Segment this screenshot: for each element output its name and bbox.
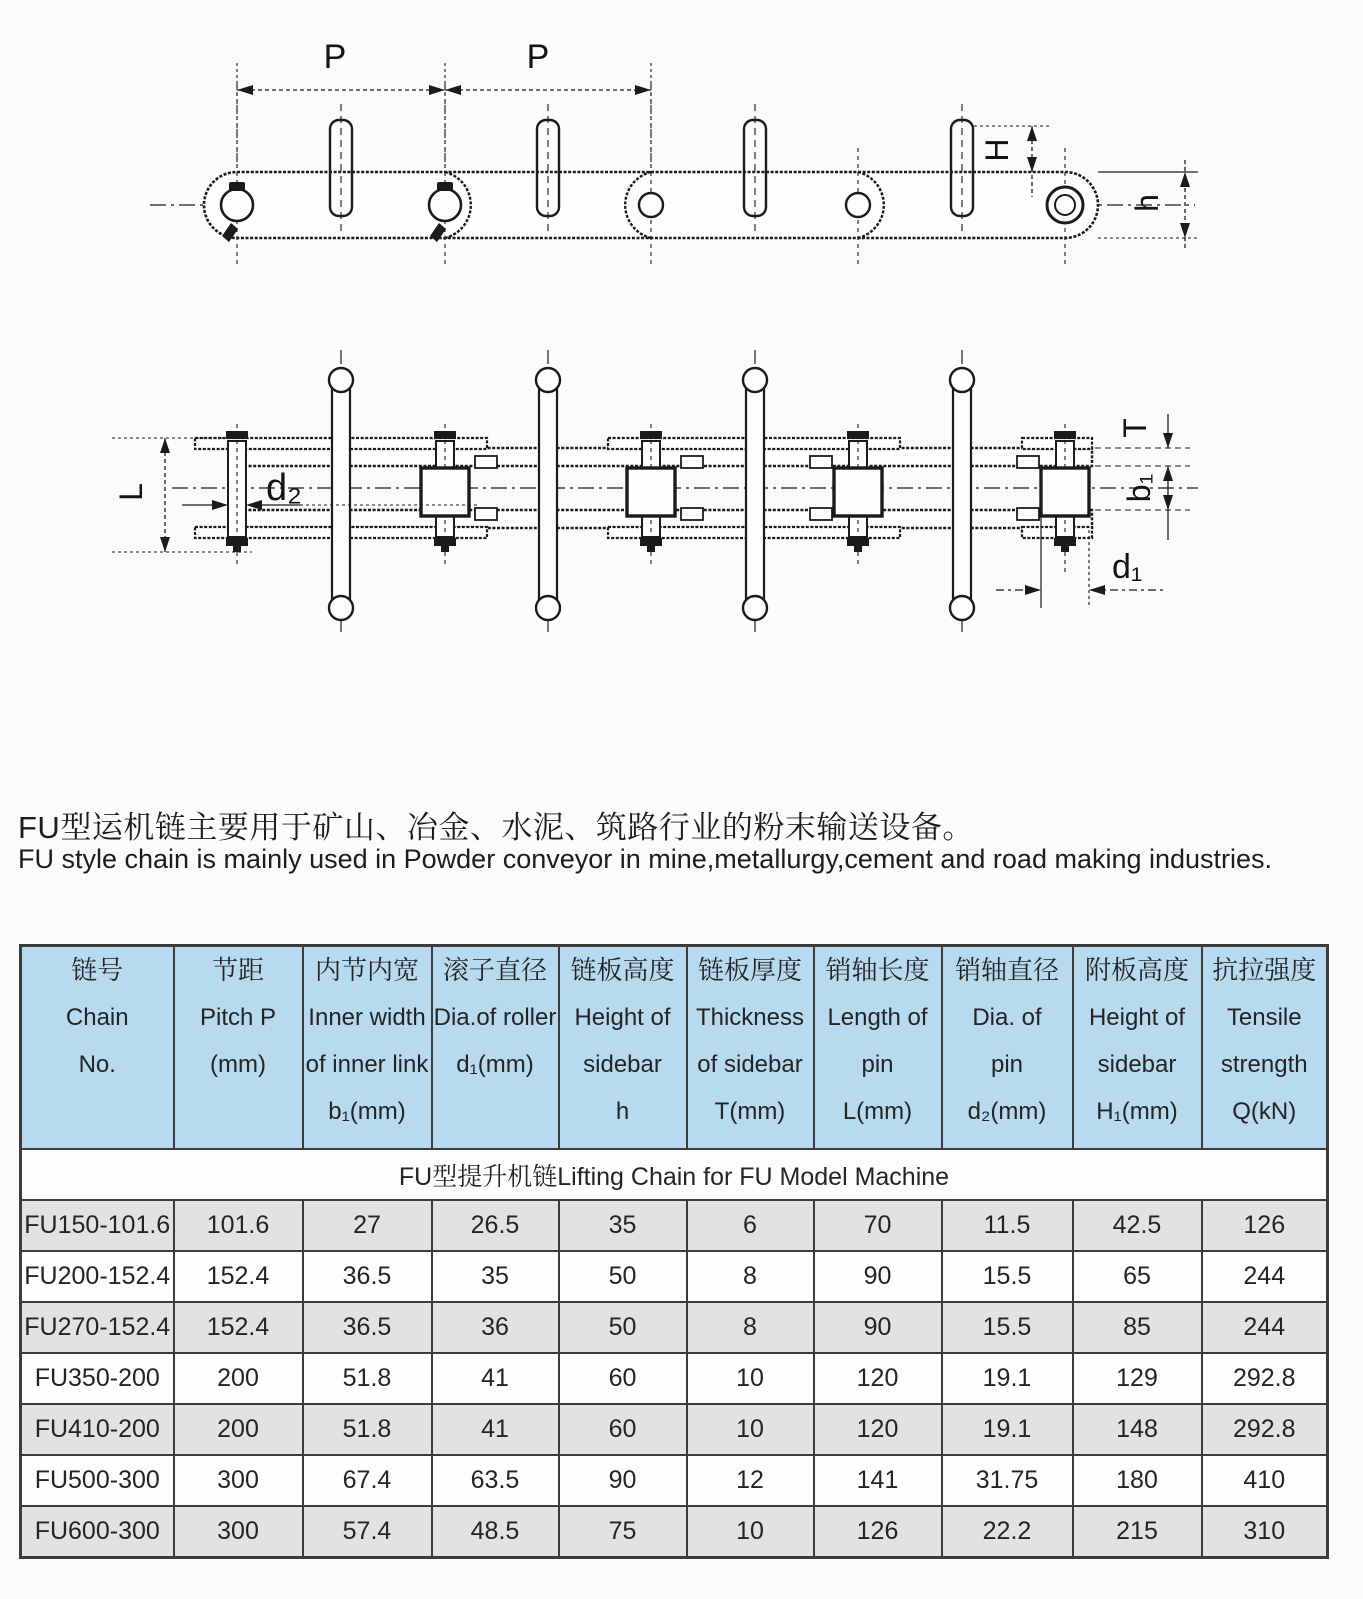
value-cell: 152.4 — [174, 1302, 303, 1353]
value-cell: 15.5 — [942, 1251, 1073, 1302]
value-cell: 300 — [174, 1506, 303, 1558]
table-row-FU150-101.6 — [21, 1200, 1328, 1251]
chain-no-cell: FU270-152.4 — [21, 1302, 174, 1353]
column-header-line: Tensile — [1226, 1004, 1302, 1031]
column-header-2 — [303, 946, 432, 1150]
value-cell: 50 — [559, 1302, 687, 1353]
value-cell: 19.1 — [942, 1404, 1073, 1455]
value-cell: 90 — [814, 1302, 942, 1353]
dim-label-d2: d₂ — [266, 467, 302, 509]
chain-no-cell: FU500-300 — [21, 1455, 174, 1506]
chain-no-cell: FU410-200 — [21, 1404, 174, 1455]
table-row-FU410-200 — [21, 1404, 1328, 1455]
column-header-line: d₁(mm) — [456, 1051, 534, 1078]
value-cell: 12 — [687, 1455, 814, 1506]
column-header-line: 链板高度 — [570, 955, 675, 985]
value-cell: 51.8 — [303, 1404, 432, 1455]
value-cell: 10 — [687, 1404, 814, 1455]
column-header-6 — [814, 946, 942, 1150]
value-cell: 22.2 — [942, 1506, 1073, 1558]
column-header-line: (mm) — [210, 1051, 266, 1078]
value-cell: 42.5 — [1073, 1200, 1202, 1251]
value-cell: 244 — [1202, 1302, 1328, 1353]
table-row-FU600-300 — [21, 1506, 1328, 1558]
value-cell: 90 — [559, 1455, 687, 1506]
dimension-T-b1 — [1095, 414, 1190, 540]
column-header-line: No. — [78, 1051, 116, 1078]
value-cell: 152.4 — [174, 1251, 303, 1302]
value-cell: 35 — [559, 1200, 687, 1251]
column-header-line: 内节内宽 — [314, 955, 419, 985]
value-cell: 300 — [174, 1455, 303, 1506]
column-header-0 — [21, 946, 174, 1150]
column-header-line: pin — [861, 1051, 894, 1078]
value-cell: 75 — [559, 1506, 687, 1558]
column-header-line: T(mm) — [714, 1098, 786, 1125]
chain-no-cell: FU200-152.4 — [21, 1251, 174, 1302]
value-cell: 36 — [432, 1302, 559, 1353]
value-cell: 310 — [1202, 1506, 1328, 1558]
column-header-1 — [174, 946, 303, 1150]
value-cell: 101.6 — [174, 1200, 303, 1251]
value-cell: 8 — [687, 1302, 814, 1353]
table-row-FU350-200 — [21, 1353, 1328, 1404]
column-header-line: Q(kN) — [1232, 1098, 1297, 1125]
value-cell: 10 — [687, 1353, 814, 1404]
value-cell: 6 — [687, 1200, 814, 1251]
value-cell: 120 — [814, 1353, 942, 1404]
value-cell: 27 — [303, 1200, 432, 1251]
chain-no-cell: FU150-101.6 — [21, 1200, 174, 1251]
value-cell: 180 — [1073, 1455, 1202, 1506]
dim-label-P1: P — [323, 38, 347, 76]
value-cell: 41 — [432, 1353, 559, 1404]
value-cell: 126 — [1202, 1200, 1328, 1251]
dim-label-L: L — [113, 483, 149, 501]
column-header-line: 抗拉强度 — [1212, 955, 1317, 985]
column-header-9 — [1202, 946, 1328, 1150]
value-cell: 126 — [814, 1506, 942, 1558]
value-cell: 141 — [814, 1455, 942, 1506]
value-cell: 65 — [1073, 1251, 1202, 1302]
value-cell: 215 — [1073, 1506, 1202, 1558]
header-row — [21, 946, 1328, 1150]
value-cell: 129 — [1073, 1353, 1202, 1404]
column-header-line: H₁(mm) — [1096, 1098, 1178, 1125]
column-header-line: Dia. of — [972, 1004, 1042, 1031]
column-header-line: of sidebar — [697, 1051, 803, 1078]
column-header-line: d₂(mm) — [967, 1098, 1047, 1125]
side-view — [150, 38, 1198, 268]
plan-view — [112, 350, 1198, 632]
group-title-row — [21, 1149, 1328, 1200]
column-header-line: Height of — [1088, 1004, 1186, 1031]
value-cell: 70 — [814, 1200, 942, 1251]
pin-hole — [639, 193, 663, 217]
chain-technical-drawing — [0, 0, 1363, 700]
column-header-line: sidebar — [1097, 1051, 1177, 1078]
value-cell: 60 — [559, 1353, 687, 1404]
group-title: FU型提升机链Lifting Chain for FU Model Machine — [21, 1149, 1328, 1200]
value-cell: 41 — [432, 1404, 559, 1455]
chain-no-cell: FU350-200 — [21, 1353, 174, 1404]
value-cell: 67.4 — [303, 1455, 432, 1506]
column-header-line: 节距 — [211, 955, 264, 985]
pin-hole — [846, 193, 870, 217]
column-header-line: Chain — [65, 1004, 129, 1031]
value-cell: 120 — [814, 1404, 942, 1455]
column-header-line: sidebar — [583, 1051, 662, 1078]
column-header-line: Inner width — [308, 1004, 426, 1031]
column-header-line: b₁(mm) — [328, 1098, 406, 1125]
value-cell: 36.5 — [303, 1302, 432, 1353]
dim-label-d1: d₁ — [1112, 548, 1143, 586]
column-header-line: 链板厚度 — [697, 955, 802, 985]
column-header-line: Pitch P — [199, 1004, 277, 1031]
column-header-line: strength — [1220, 1051, 1308, 1078]
value-cell: 90 — [814, 1251, 942, 1302]
dim-label-H: H — [979, 138, 1015, 162]
value-cell: 35 — [432, 1251, 559, 1302]
value-cell: 60 — [559, 1404, 687, 1455]
column-header-line: pin — [990, 1051, 1024, 1078]
column-header-line: 销轴长度 — [825, 955, 930, 985]
column-header-7 — [942, 946, 1073, 1150]
chain-no-cell: FU600-300 — [21, 1506, 174, 1558]
value-cell: 63.5 — [432, 1455, 559, 1506]
dim-label-b1: b₁ — [1121, 473, 1157, 503]
value-cell: 410 — [1202, 1455, 1328, 1506]
value-cell: 85 — [1073, 1302, 1202, 1353]
table-row-FU200-152.4 — [21, 1251, 1328, 1302]
column-header-line: 滚子直径 — [442, 955, 547, 985]
value-cell: 200 — [174, 1353, 303, 1404]
column-header-line: Dia.of roller — [433, 1004, 557, 1031]
value-cell: 292.8 — [1202, 1353, 1328, 1404]
table-body — [21, 1149, 1328, 1558]
column-header-4 — [559, 946, 687, 1150]
value-cell: 8 — [687, 1251, 814, 1302]
value-cell: 26.5 — [432, 1200, 559, 1251]
value-cell: 15.5 — [942, 1302, 1073, 1353]
table-row-FU270-152.4 — [21, 1302, 1328, 1353]
value-cell: 292.8 — [1202, 1404, 1328, 1455]
column-header-line: 链号 — [71, 955, 124, 985]
value-cell: 50 — [559, 1251, 687, 1302]
value-cell: 51.8 — [303, 1353, 432, 1404]
column-header-line: 销轴直径 — [954, 955, 1059, 985]
dim-label-T: T — [1117, 418, 1153, 438]
column-header-line: L(mm) — [842, 1098, 913, 1125]
description-en: FU style chain is mainly used in Powder conveyor in mine,metallurgy,cement and road making industries. — [18, 844, 1273, 874]
column-header-line: h — [615, 1098, 630, 1125]
value-cell: 148 — [1073, 1404, 1202, 1455]
column-header-8 — [1073, 946, 1202, 1150]
column-header-line: Thickness — [695, 1004, 805, 1031]
value-cell: 11.5 — [942, 1200, 1073, 1251]
value-cell: 48.5 — [432, 1506, 559, 1558]
value-cell: 36.5 — [303, 1251, 432, 1302]
value-cell: 31.75 — [942, 1455, 1073, 1506]
description-zh: FU型运机链主要用于矿山、冶金、水泥、筑路行业的粉末输送设备。 — [18, 810, 974, 845]
column-header-5 — [687, 946, 814, 1150]
table-row-FU500-300 — [21, 1455, 1328, 1506]
chain-spec-table — [19, 944, 1329, 1559]
column-header-3 — [432, 946, 559, 1150]
value-cell: 200 — [174, 1404, 303, 1455]
column-header-line: of inner link — [305, 1051, 429, 1078]
bush-hole-inner — [1055, 195, 1075, 215]
value-cell: 19.1 — [942, 1353, 1073, 1404]
dimension-P — [237, 38, 651, 170]
dim-label-P2: P — [526, 38, 550, 76]
value-cell: 10 — [687, 1506, 814, 1558]
column-header-line: 附板高度 — [1084, 955, 1189, 985]
dim-label-h: h — [1129, 194, 1165, 212]
value-cell: 57.4 — [303, 1506, 432, 1558]
column-header-line: Length of — [827, 1004, 928, 1031]
column-header-line: Height of — [574, 1004, 671, 1031]
value-cell: 244 — [1202, 1251, 1328, 1302]
